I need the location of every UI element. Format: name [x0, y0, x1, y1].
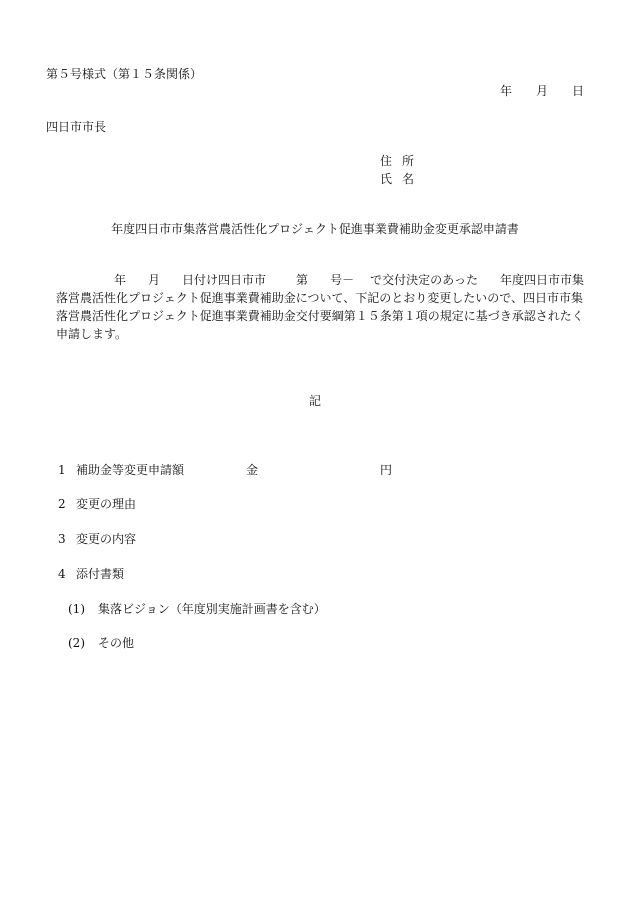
addressee: 四日市市長 [46, 120, 107, 134]
amount-unit: 円 [380, 463, 393, 477]
attachment-item: (1) 集落ビジョン（年度別実施計画書を含む） [68, 602, 326, 616]
applicant-address-label: 住 所 [380, 154, 415, 168]
form-number: 第５号様式（第１５条関係） [46, 67, 203, 81]
application-date [500, 83, 584, 99]
application-body: 年 月 日付け四日市市 第 号－ で交付決定のあった 年度四日市市集落営農活性化プロジェクト促進事業費補助金について、下記のとおり変更したいので、四日市市集落営農活性化プロジェクト促進事業費補助金交付要綱第１５条第１項の規定に基づき承認されたく申請します。 [56, 273, 584, 341]
item-attachments: 4 添付書類 [58, 567, 125, 581]
attachment-item: (2) その他 [68, 636, 135, 650]
ki-heading: 記 [308, 394, 321, 408]
item-change-amount: 1 補助金等変更申請額 [58, 463, 185, 477]
item-change-reason: 2 変更の理由 [58, 497, 137, 511]
applicant-name-label: 氏 名 [380, 172, 415, 186]
amount-prefix: 金 [246, 463, 259, 477]
date-day: 日 [571, 84, 584, 98]
item-change-content: 3 変更の内容 [58, 532, 137, 546]
date-year: 年 [499, 84, 512, 98]
document-title: 年度四日市市集落営農活性化プロジェクト促進事業費補助金変更承認申請書 [111, 222, 519, 236]
date-month: 月 [535, 84, 548, 98]
